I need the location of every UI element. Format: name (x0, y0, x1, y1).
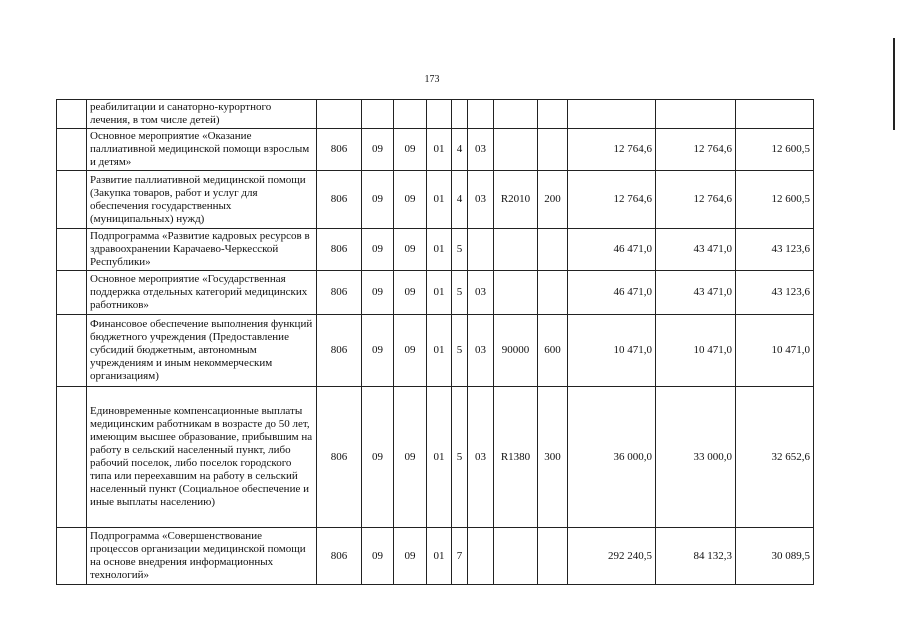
program-code (427, 100, 452, 129)
expense-type-code (538, 271, 568, 315)
ministry-code: 806 (317, 528, 362, 585)
program-code: 01 (427, 129, 452, 171)
row-name: Основное мероприятие «Государственная поддержка отдельных категорий медицинских работников» (87, 271, 317, 315)
blank-cell (57, 129, 87, 171)
subsection-code: 09 (394, 271, 427, 315)
sum-col-3: 30 089,5 (736, 528, 814, 585)
direction-code (494, 129, 538, 171)
subprogram-code: 7 (452, 528, 468, 585)
subsection-code: 09 (394, 387, 427, 528)
section-code: 09 (362, 229, 394, 271)
subprogram-code: 5 (452, 229, 468, 271)
sum-col-3: 43 123,6 (736, 229, 814, 271)
section-code: 09 (362, 271, 394, 315)
sum-col-3 (736, 100, 814, 129)
section-code: 09 (362, 315, 394, 387)
ministry-code: 806 (317, 387, 362, 528)
section-code: 09 (362, 387, 394, 528)
sum-col-3: 32 652,6 (736, 387, 814, 528)
table-row (57, 315, 814, 387)
program-code: 01 (427, 315, 452, 387)
direction-code (494, 100, 538, 129)
activity-code: 03 (468, 129, 494, 171)
section-code: 09 (362, 129, 394, 171)
activity-code: 03 (468, 387, 494, 528)
expense-type-code (538, 229, 568, 271)
activity-code (468, 528, 494, 585)
blank-cell (57, 171, 87, 229)
sum-col-3: 12 600,5 (736, 129, 814, 171)
subprogram-code (452, 100, 468, 129)
table-row (57, 528, 814, 585)
activity-code: 03 (468, 315, 494, 387)
sum-col-2: 43 471,0 (656, 271, 736, 315)
scan-edge-mark (893, 38, 895, 130)
subsection-code: 09 (394, 315, 427, 387)
sum-col-2: 43 471,0 (656, 229, 736, 271)
expense-type-code (538, 129, 568, 171)
sum-col-3: 43 123,6 (736, 271, 814, 315)
sum-col-1: 46 471,0 (568, 229, 656, 271)
expense-type-code: 300 (538, 387, 568, 528)
ministry-code: 806 (317, 229, 362, 271)
expense-type-code (538, 100, 568, 129)
sum-col-1: 46 471,0 (568, 271, 656, 315)
row-name: Подпрограмма «Совершенствование процессов организации медицинской помощи на основе внедрения информационных технологий» (87, 528, 317, 585)
subprogram-code: 5 (452, 315, 468, 387)
sum-col-2: 84 132,3 (656, 528, 736, 585)
ministry-code: 806 (317, 171, 362, 229)
direction-code: R1380 (494, 387, 538, 528)
table-row (57, 387, 814, 528)
subsection-code (394, 100, 427, 129)
blank-cell (57, 387, 87, 528)
direction-code (494, 528, 538, 585)
activity-code: 03 (468, 171, 494, 229)
ministry-code (317, 100, 362, 129)
sum-col-1 (568, 100, 656, 129)
activity-code (468, 100, 494, 129)
table-row (57, 229, 814, 271)
subprogram-code: 4 (452, 129, 468, 171)
direction-code (494, 271, 538, 315)
ministry-code: 806 (317, 315, 362, 387)
program-code: 01 (427, 229, 452, 271)
sum-col-2: 12 764,6 (656, 171, 736, 229)
subsection-code: 09 (394, 171, 427, 229)
activity-code: 03 (468, 271, 494, 315)
budget-table (56, 99, 814, 585)
direction-code: R2010 (494, 171, 538, 229)
activity-code (468, 229, 494, 271)
row-name: Финансовое обеспечение выполнения функций бюджетного учреждения (Предоставление субсидий бюджетным, автономным учреждениям и иным некоммерческим организациям) (87, 315, 317, 387)
sum-col-3: 12 600,5 (736, 171, 814, 229)
direction-code (494, 229, 538, 271)
sum-col-2: 10 471,0 (656, 315, 736, 387)
expense-type-code: 200 (538, 171, 568, 229)
sum-col-2: 12 764,6 (656, 129, 736, 171)
row-name: Единовременные компенсационные выплаты медицинским работникам в возрасте до 50 лет, имеющим высшее образование, прибывшим на работу в сельский населенный пункт, либо рабочий поселок, либо поселок городского типа или переехавшим на работу в сельский населенный пункт (Социальное обеспечение и иные выплаты населению) (87, 387, 317, 528)
expense-type-code (538, 528, 568, 585)
table-row (57, 100, 814, 129)
sum-col-1: 36 000,0 (568, 387, 656, 528)
blank-cell (57, 271, 87, 315)
sum-col-1: 10 471,0 (568, 315, 656, 387)
table-row (57, 171, 814, 229)
sum-col-1: 12 764,6 (568, 171, 656, 229)
direction-code: 90000 (494, 315, 538, 387)
sum-col-2: 33 000,0 (656, 387, 736, 528)
blank-cell (57, 229, 87, 271)
program-code: 01 (427, 387, 452, 528)
expense-type-code: 600 (538, 315, 568, 387)
page-number: 173 (424, 74, 440, 85)
section-code (362, 100, 394, 129)
program-code: 01 (427, 271, 452, 315)
program-code: 01 (427, 171, 452, 229)
section-code: 09 (362, 171, 394, 229)
row-name: Основное мероприятие «Оказание паллиативной медицинской помощи взрослым и детям» (87, 129, 317, 171)
table-row (57, 271, 814, 315)
blank-cell (57, 528, 87, 585)
section-code: 09 (362, 528, 394, 585)
ministry-code: 806 (317, 129, 362, 171)
subsection-code: 09 (394, 528, 427, 585)
subprogram-code: 5 (452, 387, 468, 528)
program-code: 01 (427, 528, 452, 585)
row-name: реабилитации и санаторно-курортного лечения, в том числе детей) (87, 100, 317, 129)
sum-col-1: 292 240,5 (568, 528, 656, 585)
blank-cell (57, 100, 87, 129)
subprogram-code: 4 (452, 171, 468, 229)
row-name: Развитие паллиативной медицинской помощи (Закупка товаров, работ и услуг для обеспечения государственных (муниципальных) нужд) (87, 171, 317, 229)
ministry-code: 806 (317, 271, 362, 315)
subprogram-code: 5 (452, 271, 468, 315)
subsection-code: 09 (394, 229, 427, 271)
blank-cell (57, 315, 87, 387)
sum-col-2 (656, 100, 736, 129)
sum-col-3: 10 471,0 (736, 315, 814, 387)
row-name: Подпрограмма «Развитие кадровых ресурсов в здравоохранении Карачаево-Черкесской Республики» (87, 229, 317, 271)
table-row (57, 129, 814, 171)
subsection-code: 09 (394, 129, 427, 171)
sum-col-1: 12 764,6 (568, 129, 656, 171)
